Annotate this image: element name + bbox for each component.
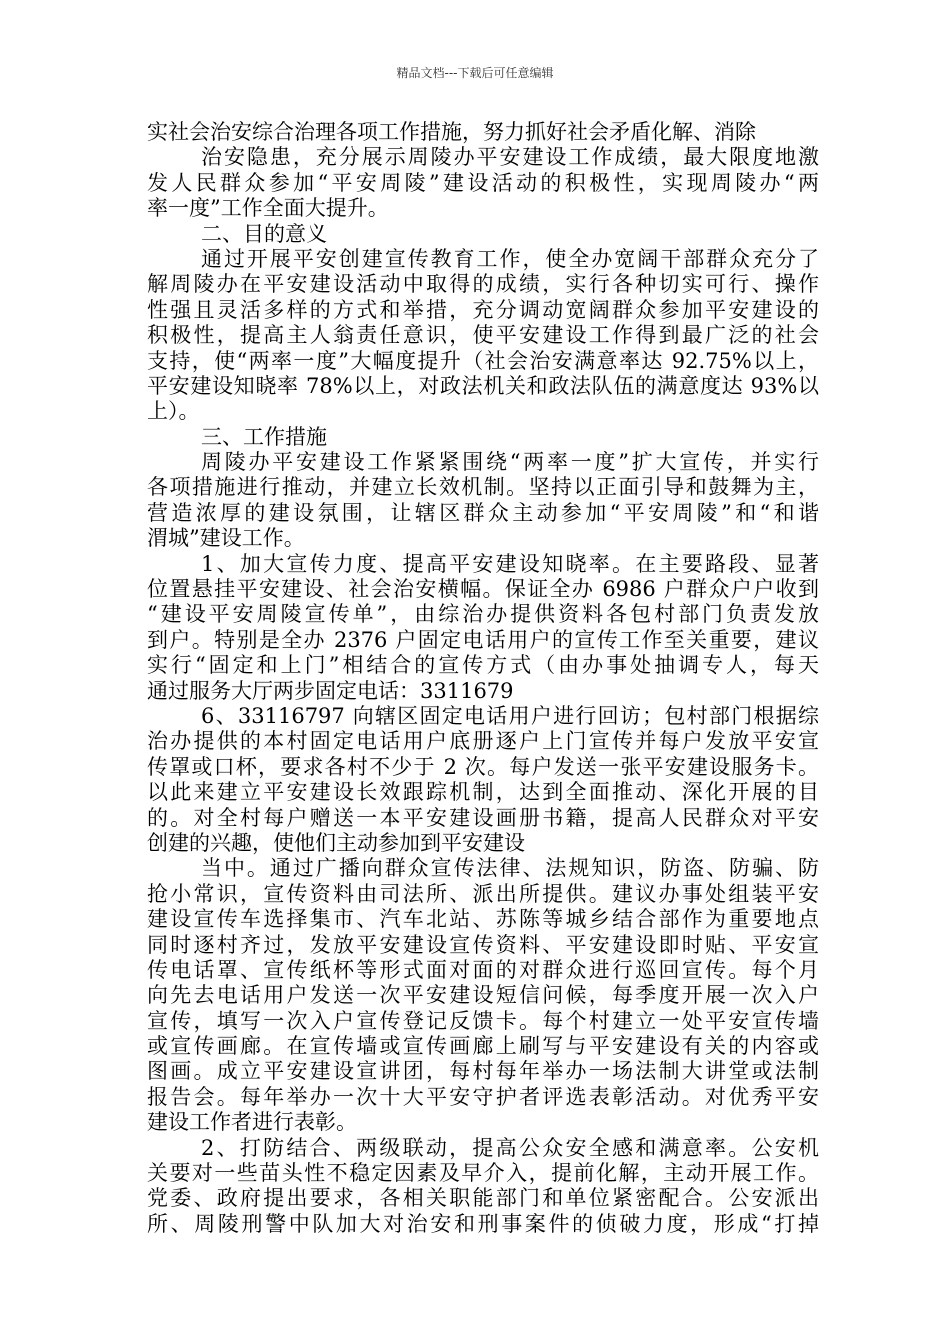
text-line: 上）。 xyxy=(147,399,200,424)
text-line: 发人民群众参加“平安周陵”建设活动的积极性，实现周陵办“两 xyxy=(147,170,819,195)
text-line: 图画。成立平安建设宣讲团，每村每年举办一场法制大讲堂或法制 xyxy=(147,1059,819,1084)
text-line: 当中。通过广播向群众宣传法律、法规知识，防盗、防骗、防 xyxy=(201,856,819,881)
text-line: 抢小常识，宣传资料由司法所、派出所提供。建议办事处组装平安 xyxy=(147,881,819,906)
text-line: 周陵办平安建设工作紧紧围绕“两率一度”扩大宣传，并实行 xyxy=(201,450,819,475)
text-line: 1、加大宣传力度、提高平安建设知晓率。在主要路段、显著 xyxy=(201,551,819,576)
text-line: 报告会。每年举办一次十大平安守护者评选表彰活动。对优秀平安 xyxy=(147,1084,819,1109)
text-line: 同时逐村齐过，发放平安建设宣传资料、平安建设即时贴、平安宣 xyxy=(147,932,819,957)
text-line: 传罩或口杯，要求各村不少于 2 次。每户发送一张平安建设服务卡。 xyxy=(147,754,819,779)
text-line: 所、周陵刑警中队加大对治安和刑事案件的侦破力度，形成“打掉 xyxy=(147,1211,819,1236)
text-line: 的。对全村每户赠送一本平安建设画册书籍，提高人民群众对平安 xyxy=(147,805,819,830)
text-line: 或宣传画廊。在宣传墙或宣传画廊上刷写与平安建设有关的内容或 xyxy=(147,1034,819,1059)
text-line: 传电话罩、宣传纸杯等形式面对面的对群众进行巡回宣传。每个月 xyxy=(147,957,819,982)
text-line: 6、33116797 向辖区固定电话用户进行回访；包村部门根据综 xyxy=(201,703,819,728)
text-line: 实行“固定和上门”相结合的宣传方式（由办事处抽调专人，每天 xyxy=(147,653,819,678)
text-line: 宣传，填写一次入户宣传登记反馈卡。每个村建立一处平安宣传墙 xyxy=(147,1008,819,1033)
text-line: 建设宣传车选择集市、汽车北站、苏陈等城乡结合部作为重要地点 xyxy=(147,907,819,932)
text-line: 营造浓厚的建设氛围，让辖区群众主动参加“平安周陵”和“和谐 xyxy=(147,500,819,525)
text-line: 支持，使“两率一度”大幅度提升（社会治安满意率达 92.75%以上， xyxy=(147,348,819,373)
text-line: 积极性，提高主人翁责任意识，使平安建设工作得到最广泛的社会 xyxy=(147,323,819,348)
text-line: 到户。特别是全办 2376 户固定电话用户的宣传工作至关重要，建议 xyxy=(147,627,819,652)
text-line: 创建的兴趣，使他们主动参加到平安建设 xyxy=(147,830,525,855)
text-line: 性强且灵活多样的方式和举措，充分调动宽阔群众参加平安建设的 xyxy=(147,297,819,322)
text-line: 治安隐患，充分展示周陵办平安建设工作成绩，最大限度地激 xyxy=(201,145,819,170)
text-line: 实社会治安综合治理各项工作措施，努力抓好社会矛盾化解、消除 xyxy=(147,120,756,144)
text-line: 位置悬挂平安建设、社会治安横幅。保证全办 6986 户群众户户收到 xyxy=(147,577,819,602)
text-line: 通过服务大厅两步固定电话：3311679 xyxy=(147,678,514,703)
text-line: 党委、政府提出要求，各相关职能部门和单位紧密配合。公安派出 xyxy=(147,1186,819,1211)
text-line: 向先去电话用户发送一次平安建设短信问候，每季度开展一次入户 xyxy=(147,983,819,1008)
text-line: 渭城”建设工作。 xyxy=(147,526,305,551)
text-line: 平安建设知晓率 78%以上，对政法机关和政法队伍的满意度达 93%以 xyxy=(147,373,819,398)
page-header: 精品文档---下载后可任意编辑 xyxy=(396,66,554,80)
text-line: 以此来建立平安建设长效跟踪机制，达到全面推动、深化开展的目 xyxy=(147,780,819,805)
text-line: 解周陵办在平安建设活动中取得的成绩，实行各种切实可行、操作 xyxy=(147,272,819,297)
text-line: 各项措施进行推动，并建立长效机制。坚持以正面引导和鼓舞为主， xyxy=(147,475,819,500)
text-line: 二、目的意义 xyxy=(201,221,327,246)
document-body xyxy=(147,120,819,1237)
text-line: 治办提供的本村固定电话用户底册逐户上门宣传并每户发放平安宣 xyxy=(147,729,819,754)
text-line: 2、打防结合、两级联动，提高公众安全感和满意率。公安机 xyxy=(201,1135,819,1160)
text-line: 建设工作者进行表彰。 xyxy=(147,1110,357,1135)
text-line: 率一度”工作全面大提升。 xyxy=(147,196,389,221)
text-line: 三、工作措施 xyxy=(201,424,327,449)
text-line: “建设平安周陵宣传单”，由综治办提供资料各包村部门负责发放 xyxy=(147,602,819,627)
text-line: 关要对一些苗头性不稳定因素及早介入，提前化解，主动开展工作。 xyxy=(147,1161,819,1186)
text-line: 通过开展平安创建宣传教育工作，使全办宽阔干部群众充分了 xyxy=(201,246,819,271)
